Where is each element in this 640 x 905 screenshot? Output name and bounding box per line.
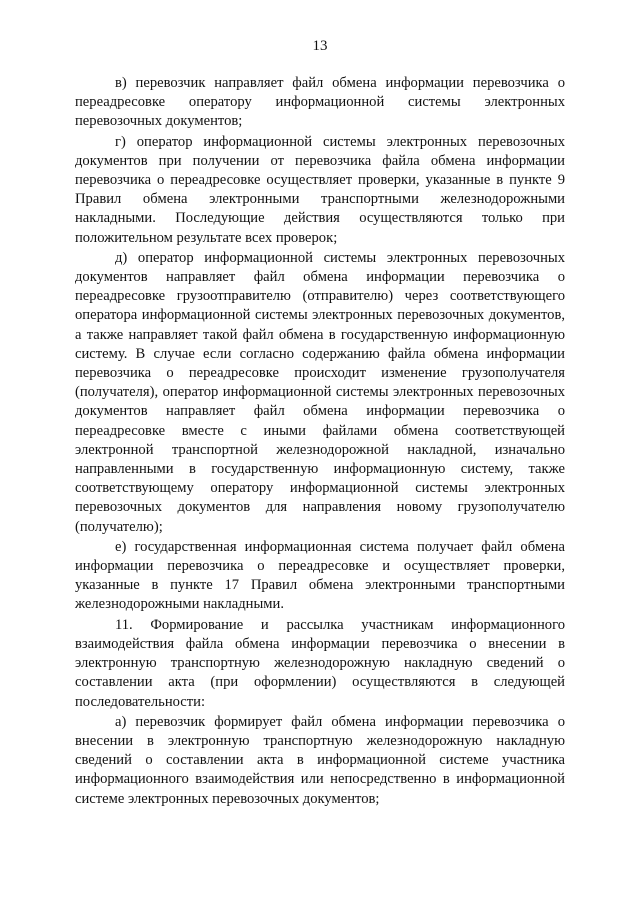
paragraph-v: в) перевозчик направляет файл обмена информации перевозчика о переадресовке оператору информационной системы электронных перевозочных документов;: [75, 75, 565, 130]
paragraph-11: 11. Формирование и рассылка участникам информационного взаимодействия файла обмена информации перевозчика о внесении в электронную транспортную железнодорожную накладную сведений о составлении акта (при оформлении) осуществляются в следующей последовательности:: [75, 616, 565, 710]
paragraph-a: а) перевозчик формирует файл обмена информации перевозчика о внесении в электронную транспортную железнодорожную накладную сведений о составлении акта в информационной системе участника информационного взаимодействия или непосредственно в информационной системе электронных перевозочных документов;: [75, 713, 565, 807]
paragraph-g: г) оператор информационной системы электронных перевозочных документов при получении от перевозчика файла обмена информации перевозчика о переадресовке осуществляет проверки, указанные в пункте 9 Правил обмена электронными транспортными железнодорожными накладными. Последующие действия осуществляются только при положительном результате всех проверок;: [75, 133, 565, 246]
document-body: [75, 74, 565, 810]
page-number: 13: [312, 38, 328, 54]
paragraph-e: е) государственная информационная система получает файл обмена информации перевозчика о переадресовке и осуществляет проверки, указанные в пункте 17 Правил обмена электронными транспортными железнодорожными накладными.: [75, 538, 565, 613]
paragraph-d: д) оператор информационной системы электронных перевозочных документов направляет файл обмена информации перевозчика о переадресовке грузоотправителю (отправителю) через соответствующего оператора информационной системы электронных перевозочных документов, а также направляет такой файл обмена в государственную информационную систему. В случае если согласно содержанию файла обмена информации перевозчика о переадресовке происходит изменение грузополучателя (получателя), оператор информационной системы электронных перевозочных документов направляет файл обмена информации перевозчика о переадресовке вместе с иными файлами обмена соответствующей электронной транспортной железнодорожной накладной, изначально направленными в государственную информационную систему, также соответствующему оператору информационной системы электронных перевозочных документов для направления новому грузополучателю (получателю);: [75, 249, 565, 535]
